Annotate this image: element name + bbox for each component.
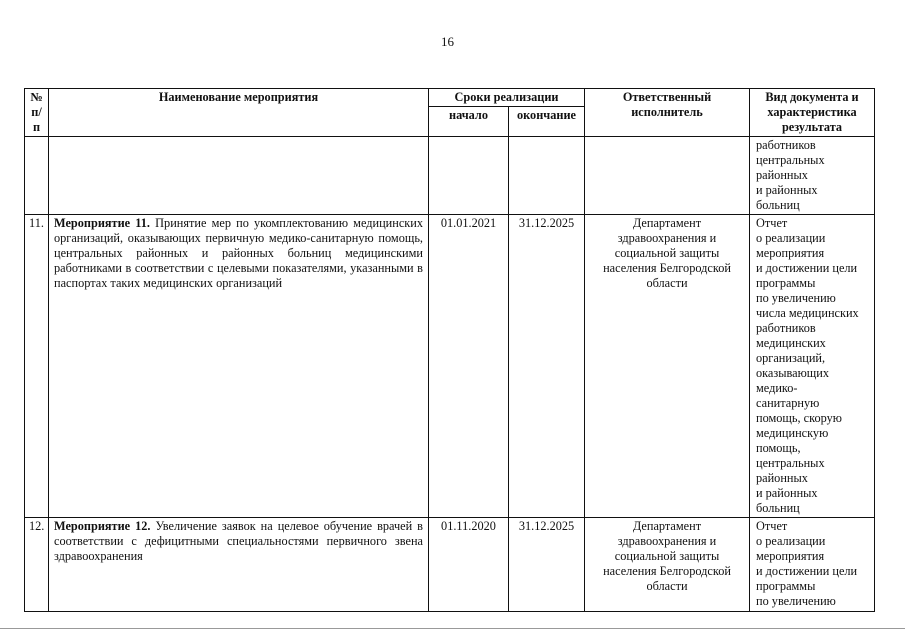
measure-text: Увеличение заявок на целевое обучение врачей в соответствии с дефицитными специальностями первичного звена здравоохранения — [54, 519, 423, 563]
header-executor: Ответственный исполнитель — [585, 89, 750, 137]
doc-line: работников — [756, 321, 816, 335]
doc-line: оказывающих — [756, 366, 830, 380]
header-timing: Сроки реализации — [429, 89, 585, 107]
doc-line: организаций, — [756, 351, 826, 365]
start-date: 01.01.2021 — [429, 215, 509, 518]
doc-line: программы — [756, 579, 816, 593]
cell-name — [49, 137, 429, 215]
measures-table — [24, 88, 875, 612]
doc-line: Отчет — [756, 216, 788, 230]
header-end: окончание — [509, 107, 585, 137]
doc-line: по увеличению — [756, 594, 836, 608]
table-row-11 — [25, 215, 875, 518]
page-bottom-edge — [0, 628, 905, 629]
end-date: 31.12.2025 — [509, 215, 585, 518]
row-number: 11. — [25, 215, 49, 518]
header-doc: Вид документа и характеристика результата — [750, 89, 875, 137]
doc-line: о реализации — [756, 231, 826, 245]
doc-line: и достижении цели — [756, 564, 858, 578]
doc-line: помощь, — [756, 441, 801, 455]
doc-line: Отчет — [756, 519, 788, 533]
executor: Департамент здравоохранения и социальной защиты населения Белгородской области — [585, 518, 750, 612]
header-num: № п/п — [25, 89, 49, 137]
doc-line: числа медицинских — [756, 306, 859, 320]
doc-line: мероприятия — [756, 549, 825, 563]
doc-line: и достижении цели — [756, 261, 858, 275]
doc-line: больниц — [756, 501, 800, 515]
cell-num — [25, 137, 49, 215]
doc-line: медицинских — [756, 336, 826, 350]
header-name: Наименование мероприятия — [49, 89, 429, 137]
document-type — [750, 518, 875, 612]
doc-line: районных — [756, 168, 808, 182]
cell-executor — [585, 137, 750, 215]
cell-doc — [750, 137, 875, 215]
start-date: 01.11.2020 — [429, 518, 509, 612]
doc-line: программы — [756, 276, 816, 290]
header-start: начало — [429, 107, 509, 137]
doc-line: о реализации — [756, 534, 826, 548]
doc-line: медико- — [756, 381, 798, 395]
doc-line: районных — [756, 471, 808, 485]
doc-line: помощь, скорую — [756, 411, 842, 425]
document-type — [750, 215, 875, 518]
measure-description — [49, 215, 429, 518]
doc-line: больниц — [756, 198, 800, 212]
table-row-12 — [25, 518, 875, 612]
doc-line: санитарную — [756, 396, 820, 410]
doc-line: и районных — [756, 183, 818, 197]
measure-description — [49, 518, 429, 612]
page-number: 16 — [441, 34, 454, 49]
measure-label: Мероприятие 11. — [54, 216, 150, 230]
doc-line: центральных — [756, 153, 825, 167]
doc-line: и районных — [756, 486, 818, 500]
doc-line: по увеличению — [756, 291, 836, 305]
cell-start — [429, 137, 509, 215]
doc-line: центральных — [756, 456, 825, 470]
executor: Департамент здравоохранения и социальной защиты населения Белгородской области — [585, 215, 750, 518]
row-number: 12. — [25, 518, 49, 612]
end-date: 31.12.2025 — [509, 518, 585, 612]
table-row-continued — [25, 137, 875, 215]
measure-text: Принятие мер по укомплектованию медицинских организаций, оказывающих первичную медико-санитарную помощь, центральных районных и районных больниц медицинскими работниками в соответствии с целевыми показателями, указанными в паспортах таких медицинских организаций — [54, 216, 423, 290]
doc-line: медицинскую — [756, 426, 829, 440]
cell-end — [509, 137, 585, 215]
doc-line: работников — [756, 138, 816, 152]
measure-label: Мероприятие 12. — [54, 519, 151, 533]
doc-line: мероприятия — [756, 246, 825, 260]
